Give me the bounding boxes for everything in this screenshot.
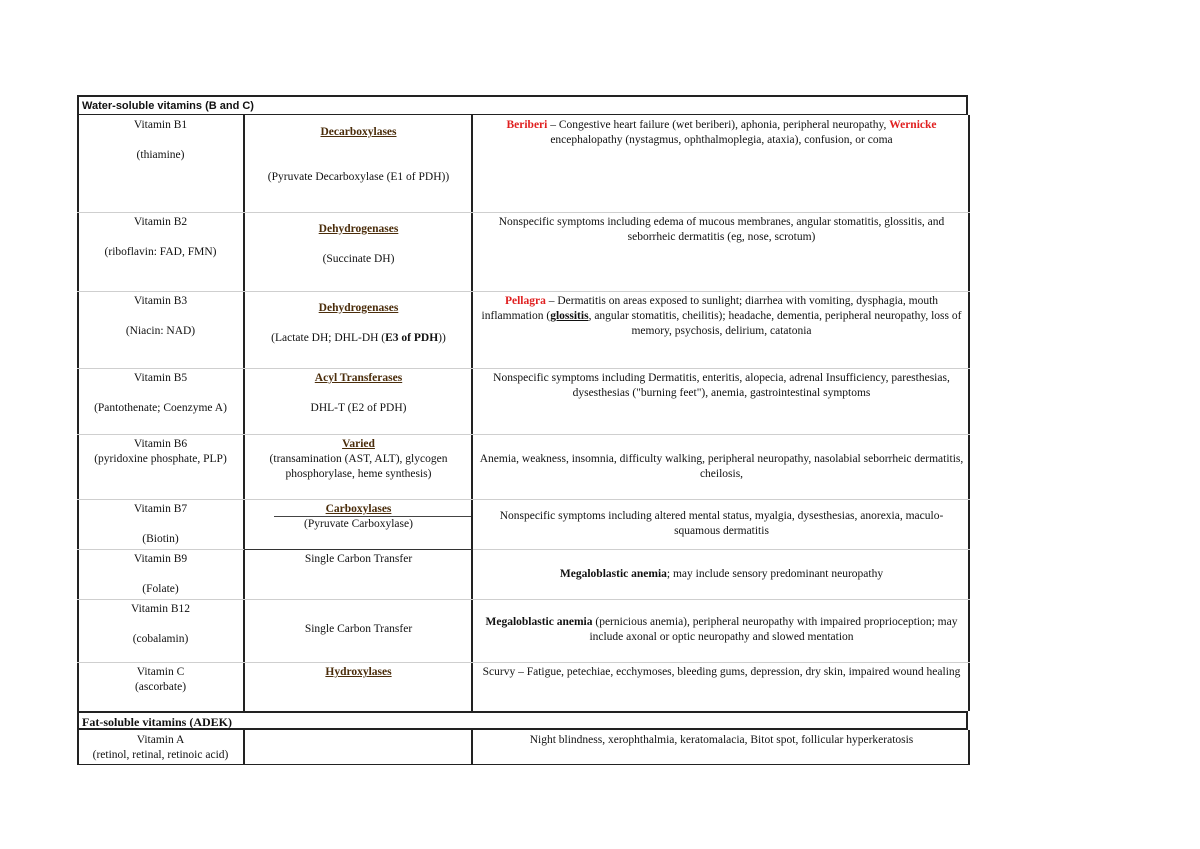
enzyme-cell <box>244 599 473 640</box>
row-divider <box>77 434 970 435</box>
deficiency-text: ; may include sensory predominant neuropathy <box>666 568 884 580</box>
enzyme-detail: (Pyruvate Carboxylase) <box>304 518 413 530</box>
vitamin-name-cell <box>77 434 244 470</box>
row-divider <box>77 291 970 292</box>
table-row <box>77 662 970 711</box>
enzyme-class: Decarboxylases <box>320 126 397 138</box>
deficiency-cell: Nonspecific symptoms including Dermatitis, enteritis, alopecia, adrenal Insufficiency, paresthesias, dysesthesias ("burning feet"), anemia, gastrointestinal symptoms <box>493 372 950 399</box>
table-border <box>968 115 970 711</box>
vitamin-alt-name: (thiamine) <box>136 149 185 161</box>
enzyme-class: Dehydrogenases <box>318 223 399 235</box>
enzyme-detail-text: )) <box>438 332 446 344</box>
enzyme-class: Single Carbon Transfer <box>304 623 413 635</box>
enzyme-cell <box>244 499 473 535</box>
disease-name: Pellagra <box>504 295 546 307</box>
column-divider <box>243 115 245 711</box>
table-row <box>77 730 970 764</box>
vitamin-alt-name: (ascorbate) <box>134 681 187 693</box>
row-divider <box>77 599 970 600</box>
deficiency-cell <box>473 549 970 585</box>
enzyme-cell <box>244 368 473 419</box>
vitamin-name-cell <box>77 662 244 698</box>
enzyme-cell <box>244 212 473 270</box>
table-row <box>77 291 970 368</box>
enzyme-cell <box>244 730 473 736</box>
column-divider <box>471 730 473 764</box>
vitamin-name-cell <box>77 291 244 342</box>
enzyme-detail-bold: E3 of PDH <box>385 332 439 344</box>
table-border <box>77 115 79 711</box>
cell-underline <box>274 516 473 517</box>
vitamin-name: Vitamin B7 <box>133 503 188 515</box>
enzyme-detail: (Succinate DH) <box>322 253 395 265</box>
table-row <box>77 212 970 291</box>
enzyme-cell <box>244 291 473 349</box>
vitamin-alt-name: (Pantothenate; Coenzyme A) <box>94 402 227 414</box>
vitamin-name-cell <box>77 115 244 166</box>
enzyme-detail: DHL-T (E2 of PDH) <box>310 402 407 414</box>
vitamin-name: Vitamin B6 <box>133 438 188 450</box>
enzyme-class: Acyl Transferases <box>314 372 403 384</box>
enzyme-class: Hydroxylases <box>325 666 392 678</box>
vitamin-alt-name: (cobalamin) <box>132 633 189 645</box>
vitamin-name: Vitamin B12 <box>130 603 191 615</box>
disease-name: Wernicke <box>889 119 937 131</box>
vitamin-name: Vitamin B1 <box>133 119 188 131</box>
vitamin-name-cell <box>77 499 244 550</box>
row-divider <box>473 549 970 550</box>
deficiency-cell <box>473 291 970 342</box>
row-divider <box>77 499 970 500</box>
column-divider <box>471 115 473 711</box>
vitamin-name-cell <box>77 368 244 419</box>
enzyme-detail: (Pyruvate Decarboxylase (E1 of PDH)) <box>267 171 450 183</box>
vitamin-alt-name: (Niacin: NAD) <box>125 325 196 337</box>
vitamin-table <box>77 95 970 765</box>
table-bottom-border <box>77 764 970 765</box>
table-border <box>968 730 970 764</box>
deficiency-cell: Anemia, weakness, insomnia, difficulty walking, peripheral neuropathy, nasolabial seborrheic dermatitis, cheilosis, <box>479 453 964 480</box>
table-row <box>77 499 970 549</box>
vitamin-alt-name: (riboflavin: FAD, FMN) <box>104 246 217 258</box>
enzyme-cell <box>244 434 473 485</box>
row-divider <box>77 662 970 663</box>
vitamin-name-cell <box>77 212 244 263</box>
vitamin-name-cell <box>77 730 244 766</box>
deficiency-cell: Nonspecific symptoms including altered mental status, myalgia, dysesthesias, anorexia, maculo-squamous dermatitis <box>499 510 944 537</box>
enzyme-cell <box>244 549 473 570</box>
vitamin-name: Vitamin B5 <box>133 372 188 384</box>
vitamin-name: Vitamin B2 <box>133 216 188 228</box>
deficiency-cell: Scurvy – Fatigue, petechiae, ecchymoses, bleeding gums, depression, dry skin, impaired wound healing <box>482 666 961 678</box>
enzyme-cell <box>244 115 473 188</box>
table-row <box>77 434 970 499</box>
deficiency-cell <box>473 599 970 648</box>
disease-name: Beriberi <box>506 119 548 131</box>
enzyme-detail-text: (Lactate DH; DHL-DH ( <box>271 332 386 344</box>
deficiency-text: – Congestive heart failure (wet beriberi), aphonia, peripheral neuropathy, <box>547 119 890 131</box>
row-divider <box>77 549 244 550</box>
deficiency-text: – Dermatitis on areas exposed to sunlight; diarrhea with vomiting, dysphagia, mouth inflammation ( <box>481 295 939 322</box>
section-header-water-soluble: Water-soluble vitamins (B and C) <box>77 95 968 115</box>
vitamin-name: Vitamin A <box>136 734 185 746</box>
vitamin-name: Vitamin C <box>136 666 185 678</box>
enzyme-cell <box>244 662 473 683</box>
enzyme-class: Carboxylases <box>325 503 392 515</box>
row-divider <box>77 212 970 213</box>
vitamin-name: Vitamin B9 <box>133 553 188 565</box>
deficiency-cell: Nonspecific symptoms including edema of mucous membranes, angular stomatitis, glossitis, and seborrheic dermatitis (eg, nose, scrotum) <box>498 216 945 243</box>
deficiency-text: (pernicious anemia), peripheral neuropathy with impaired proprioception; may include axonal or optic neuropathy and slowed mentation <box>589 616 958 643</box>
deficiency-keyword: Megaloblastic anemia <box>559 568 667 580</box>
vitamin-alt-name: (retinol, retinal, retinoic acid) <box>92 749 229 761</box>
enzyme-class: Varied <box>342 438 375 450</box>
table-row <box>77 549 970 599</box>
table-row <box>77 599 970 662</box>
vitamin-alt-name: (pyridoxine phosphate, PLP) <box>94 453 227 465</box>
row-divider <box>244 549 473 550</box>
enzyme-detail <box>248 331 469 346</box>
vitamin-name-cell <box>77 549 244 600</box>
vitamin-name: Vitamin B3 <box>133 295 188 307</box>
deficiency-cell <box>473 115 970 151</box>
vitamin-alt-name: (Folate) <box>142 583 179 595</box>
row-divider <box>77 368 970 369</box>
column-divider <box>243 730 245 764</box>
table-row <box>77 115 970 212</box>
deficiency-text: , angular stomatitis, cheilitis); headache, dementia, peripheral neuropathy, loss of memory, psychosis, delirium, catatonia <box>588 310 962 337</box>
enzyme-class: Dehydrogenases <box>318 302 399 314</box>
section-header-fat-soluble: Fat-soluble vitamins (ADEK) <box>77 711 968 730</box>
enzyme-detail: (transamination (AST, ALT), glycogen phosphorylase, heme synthesis) <box>269 453 448 480</box>
deficiency-keyword: Megaloblastic anemia <box>485 616 593 628</box>
vitamin-name-cell <box>77 599 244 650</box>
table-row <box>77 368 970 434</box>
enzyme-class: Single Carbon Transfer <box>304 553 413 565</box>
table-border <box>77 730 79 764</box>
deficiency-keyword: glossitis <box>550 310 589 322</box>
deficiency-text: encephalopathy (nystagmus, ophthalmoplegia, ataxia), confusion, or coma <box>550 134 893 146</box>
vitamin-alt-name: (Biotin) <box>142 533 179 545</box>
deficiency-cell: Night blindness, xerophthalmia, keratomalacia, Bitot spot, follicular hyperkeratosis <box>529 734 914 746</box>
